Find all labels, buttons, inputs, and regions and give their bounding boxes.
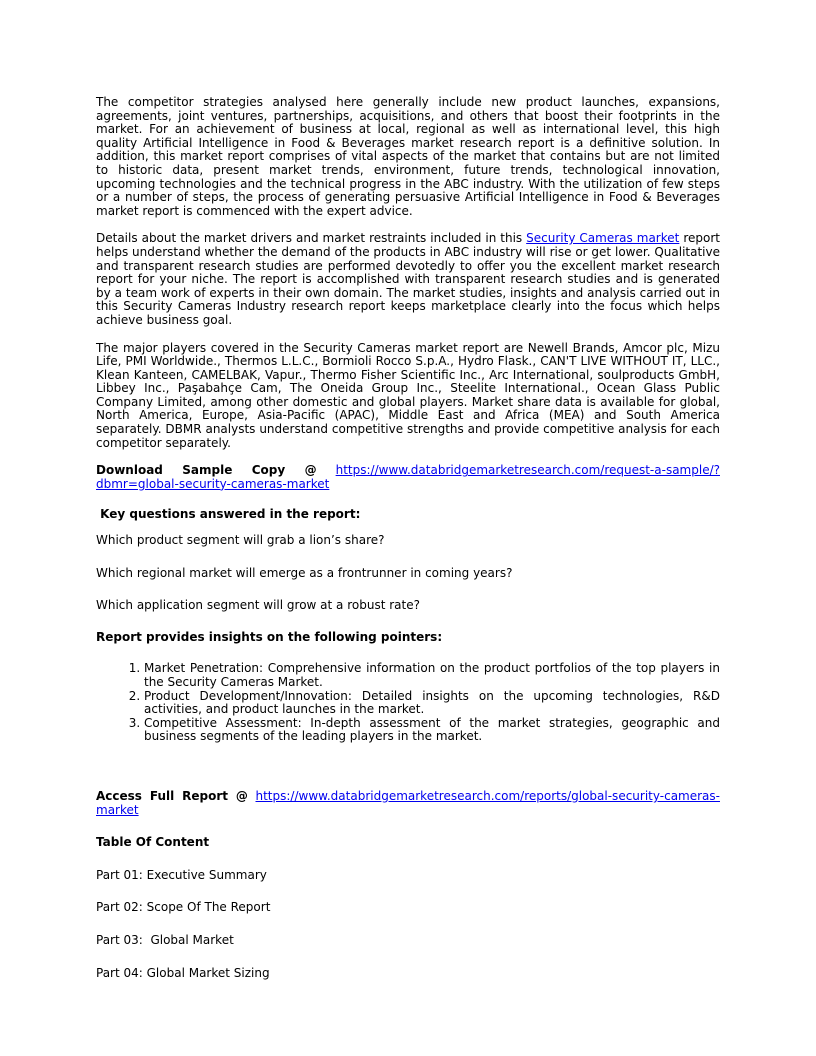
security-cameras-market-link[interactable]: Security Cameras market	[526, 231, 680, 246]
toc-item: Part 04: Global Market Sizing	[96, 965, 270, 980]
full-report-link[interactable]: https://www.databridgemarketresearch.com/reports/global-security-cameras-market	[96, 788, 720, 817]
toc-item: Part 03: Global Market	[96, 932, 234, 947]
pointer-item-product-development: 2. Product Development/Innovation: Detailed insights on the upcoming technologies, R&D activities, and product launches in the market.	[144, 690, 720, 717]
key-question-item: Which product segment will grab a lion’s share?	[96, 533, 385, 548]
market-drivers-paragraph	[96, 232, 720, 327]
document-page	[96, 96, 720, 980]
toc-item: Part 02: Scope Of The Report	[96, 900, 271, 915]
key-questions-heading: Key questions answered in the report:	[96, 507, 361, 522]
access-full-report-label: Access Full Report @	[96, 788, 248, 803]
key-question-item: Which regional market will emerge as a frontrunner in coming years?	[96, 565, 513, 580]
competitor-strategies-paragraph: The competitor strategies analysed here generally include new product launches, expansions, agreements, joint ventures, partnerships, acquisitions, and others that boost their footprints in the market. For an achievement of business at local, regional as well as international level, this high quality Artificial Intelligence in Food & Beverages market research report is a definitive solution. In addition, this market report comprises of vital aspects of the market that contains but are not limited to historic data, present market trends, environment, future trends, technological innovation, upcoming technologies and the technical progress in the ABC industry. With the utilization of few steps or a number of steps, the process of generating persuasive Artificial Intelligence in Food & Beverages market report is commenced with the expert advice.	[96, 95, 720, 218]
toc-item: Part 01: Executive Summary	[96, 867, 267, 882]
details-text-after: report helps understand whether the demand of the products in ABC industry will rise or get lower. Qualitative and transparent research studies are performed devotedly to offer you the excellent market research report for your niche. The report is accomplished with transparent research studies and is generated by a team work of experts in their own domain. The market studies, insights and analysis carried out in this Security Cameras Industry research report keeps marketplace clearly into the focus which helps achieve business goal.	[96, 231, 720, 327]
toc-heading: Table Of Content	[96, 835, 210, 850]
pointers-list	[96, 662, 720, 744]
download-sample-label: Download Sample Copy @	[96, 463, 317, 478]
download-sample-paragraph	[96, 464, 720, 491]
access-full-report-paragraph	[96, 790, 720, 817]
pointers-heading: Report provides insights on the following pointers:	[96, 629, 443, 644]
key-question-item: Which application segment will grow at a robust rate?	[96, 598, 420, 613]
major-players-paragraph: The major players covered in the Security Cameras market report are Newell Brands, Amcor plc, Mizu Life, PMI Worldwide., Thermos L.L.C., Bormioli Rocco S.p.A., Hydro Flask., CAN'T LIVE WITHOUT IT, LLC., Klean Kanteen, CAMELBAK, Vapur., Thermo Fisher Scientific Inc., Arc International, soulproducts GmbH, Libbey Inc., Paşabahçe Cam, The Oneida Group Inc., Steelite International., Ocean Glass Public Company Limited, among other domestic and global players. Market share data is available for global, North America, Europe, Asia-Pacific (APAC), Middle East and Africa (MEA) and South America separately. DBMR analysts understand competitive strengths and provide competitive analysis for each competitor separately.	[96, 340, 720, 450]
details-text-before: Details about the market drivers and market restraints included in this	[96, 231, 527, 246]
pointer-item-competitive-assessment: 3. Competitive Assessment: In-depth assessment of the market strategies, geographic and business segments of the leading players in the market.	[144, 717, 720, 744]
download-sample-link[interactable]: https://www.databridgemarketresearch.com/request-a-sample/?dbmr=global-security-cameras-market	[96, 463, 720, 491]
pointer-item-market-penetration: 1. Market Penetration: Comprehensive information on the product portfolios of the top players in the Security Cameras Market.	[144, 662, 720, 689]
